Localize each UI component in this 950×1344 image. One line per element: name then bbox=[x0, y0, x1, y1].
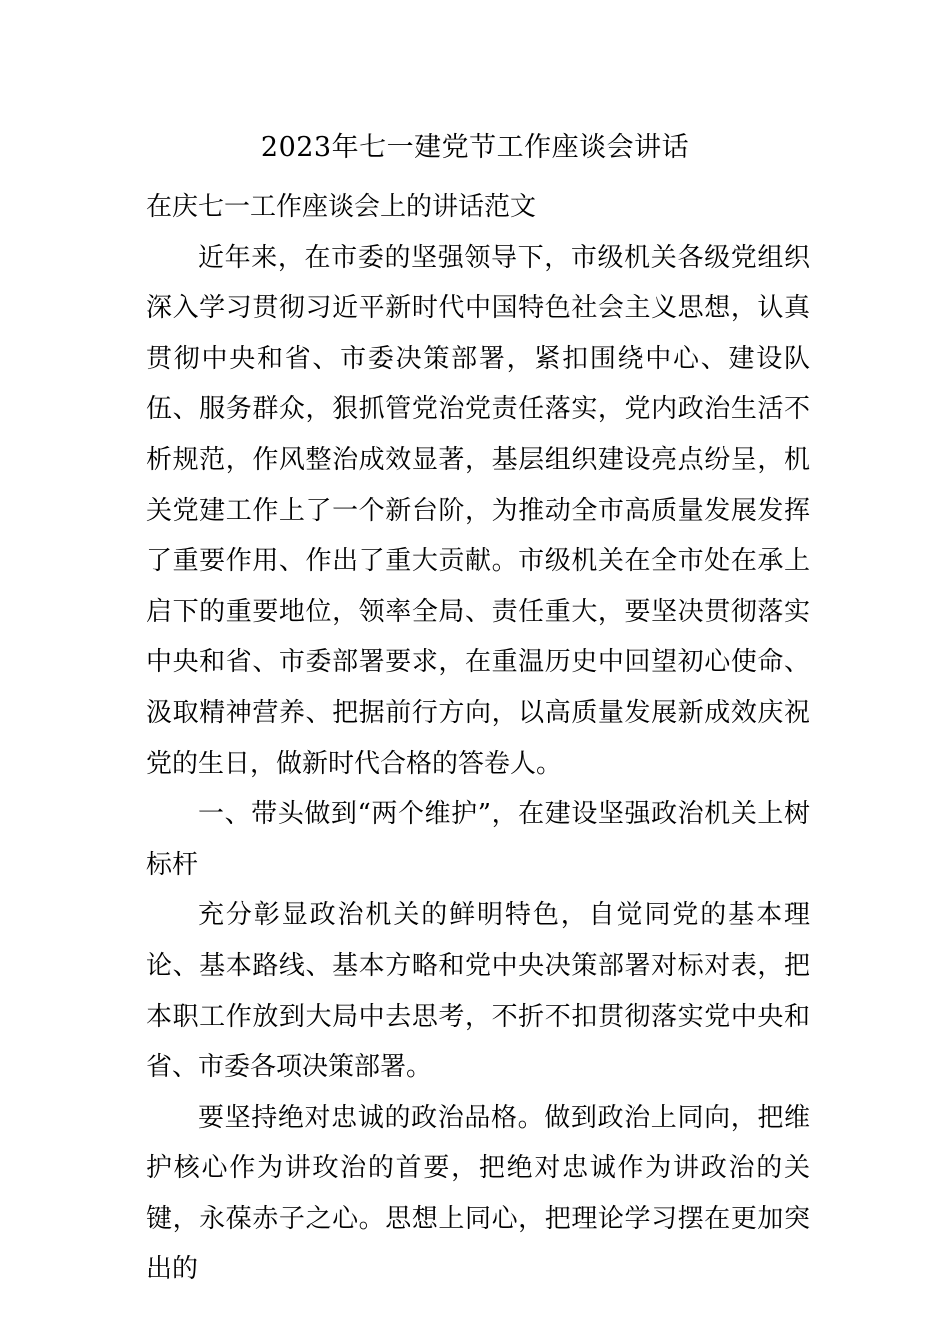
paragraph-section-1: 充分彰显政治机关的鲜明特色，自觉同党的基本理论、基本路线、基本方略和党中央决策部署对标对表，把本职工作放到大局中去思考，不折不扣贯彻落实党中央和省、市委各项决策部署。 bbox=[146, 900, 810, 1083]
section-heading-1: 一、带头做到“两个维护”，在建设坚强政治机关上树标杆 bbox=[146, 799, 810, 880]
document-body bbox=[146, 182, 810, 1295]
paragraph-intro: 近年来，在市委的坚强领导下，市级机关各级党组织深入学习贯彻习近平新时代中国特色社会主义思想，认真贯彻中央和省、市委决策部署，紧扣围绕中心、建设队伍、服务群众，狠抓管党治党责任落实，党内政治生活不析规范，作风整治成效显著，基层组织建设亮点纷呈，机关党建工作上了一个新台阶，为推动全市高质量发展发挥了重要作用、作出了重大贡献。市级机关在全市处在承上启下的重要地位，领率全局、责任重大，要坚决贯彻落实中央和省、市委部署要求，在重温历史中回望初心使命、汲取精神营养、把据前行方向，以高质量发展新成效庆祝党的生日，做新时代合格的答卷人。 bbox=[146, 242, 810, 779]
document-subtitle: 在庆七一工作座谈会上的讲话范文 bbox=[146, 192, 537, 222]
document-title: 2023年七一建党节工作座谈会讲话 bbox=[260, 132, 690, 163]
paragraph-loyalty: 要坚持绝对忠诚的政治品格。做到政治上同向，把维护核心作为讲玫治的首要，把绝对忠诚作为讲政治的关键，永葆赤子之心。思想上同心，把理论学习摆在更加突出的 bbox=[146, 1102, 810, 1285]
